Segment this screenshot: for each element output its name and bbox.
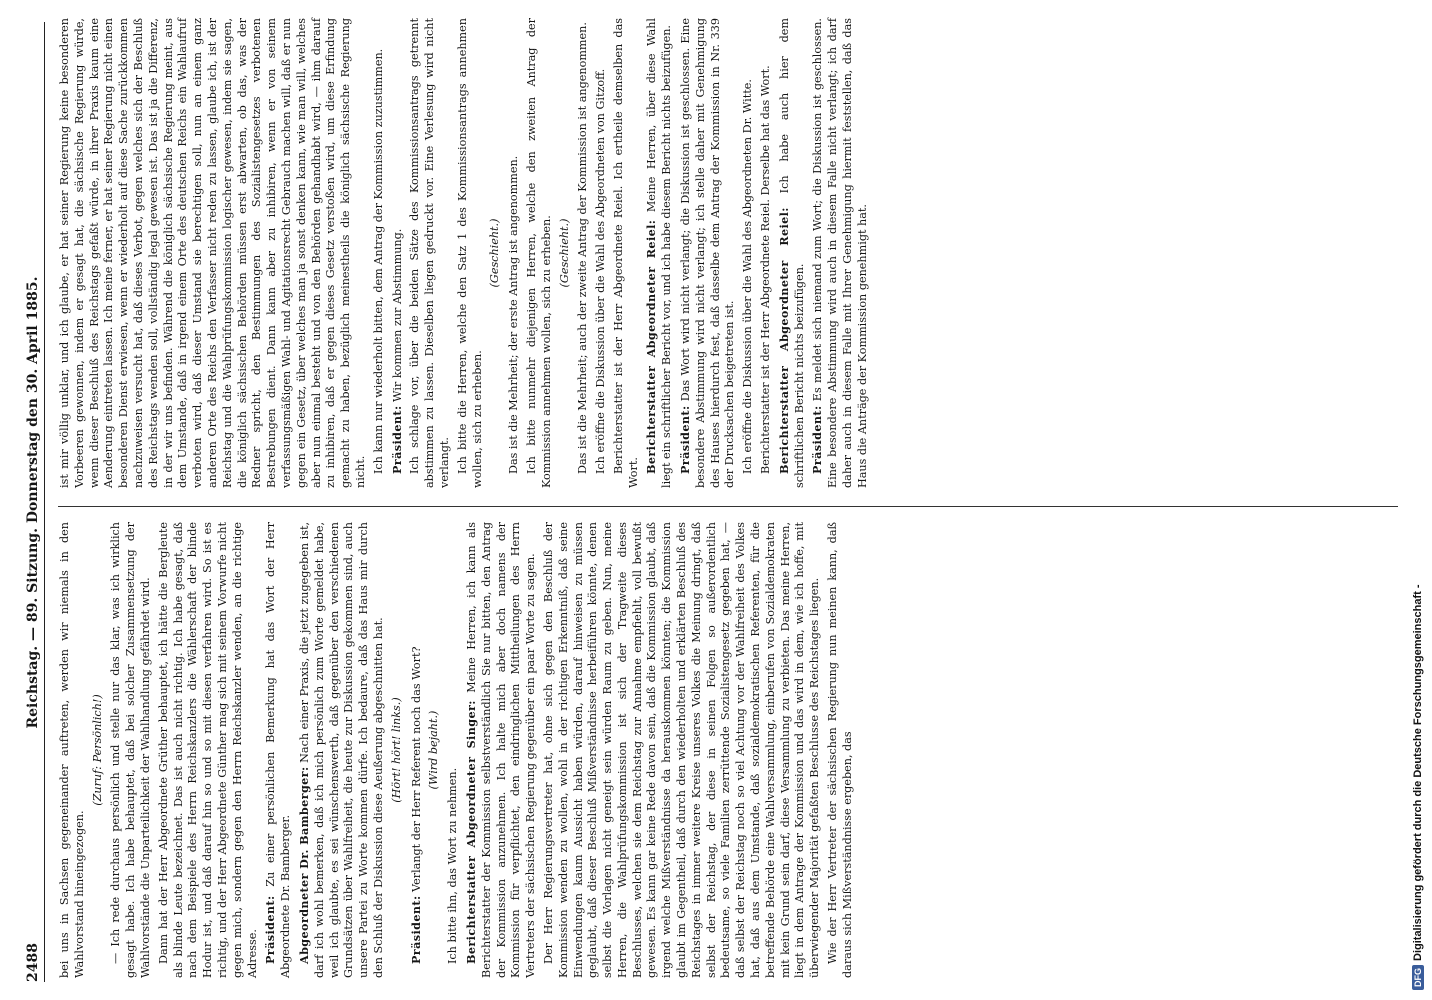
digitization-note — [1404, 0, 1432, 1000]
body-paragraph: — Ich rede durchaus persönlich und stelle nur das klar, was ich wirklich gesagt habe. Ich habe behauptet, daß bei solcher Zusammensetzung der Wahlvorstände die Unparteilichkeit der Wahlhandlung gefährdet wird. — [109, 522, 152, 978]
speech-text: Ich habe auch hier dem schriftlichen Bericht nichts beizufügen. — [777, 18, 806, 488]
column-divider — [58, 506, 1398, 507]
speaker-name: Präsident: — [408, 895, 423, 964]
speaker-name: Präsident: — [678, 405, 693, 474]
left-column — [58, 522, 859, 978]
body-paragraph: Ich bitte nunmehr diejenigen Herren, welche den zweiten Antrag der Kommission annehmen wollen, sich zu erheben. — [524, 18, 553, 488]
stage-direction: (Hört! hört! links.) — [389, 697, 403, 803]
body-paragraph: Berichterstatter ist der Herr Abgeordnete Reiel. Ich ertheile demselben das Wort. — [611, 18, 640, 488]
speaker-name: Berichterstatter Abgeordneter Singer: — [463, 700, 478, 964]
speech-text: Zu einer persönlichen Bemerkung hat das Wort der Herr Abgeordnete Dr. Bamberger. — [264, 522, 293, 978]
digitization-text: Digitalisierung gefördert durch die Deutsche Forschungsgemeinschaft - — [1412, 584, 1424, 961]
body-paragraph: Ich eröffne die Diskussion über die Wahl des Abgeordneten von Gitzoff. — [594, 68, 608, 474]
speech-text: Verlangt der Herr Referent noch das Wort? — [409, 646, 423, 892]
stage-direction: (Wird bejaht.) — [427, 710, 441, 790]
right-column — [58, 18, 874, 488]
speech-text: Meine Herren, über diese Wahl liegt ein schriftlicher Bericht vor, und ich habe diesem Bericht nichts beizufügen. — [645, 18, 674, 488]
speaker-name: Präsident: — [389, 405, 404, 474]
dfg-logo: DFG — [1412, 965, 1424, 990]
page-number: 2488 — [25, 943, 41, 982]
speaker-name: Präsident: — [810, 405, 825, 474]
speech-paragraph — [644, 18, 675, 488]
body-paragraph: Ich bitte ihn, das Wort zu nehmen. — [446, 767, 460, 964]
body-paragraph: Ich kann nur wiederholt bitten, dem Antrag der Kommission zuzustimmen. — [371, 48, 385, 474]
body-paragraph: Berichterstatter ist der Herr Abgeordnete Reiel. Derselbe hat das Wort. — [759, 65, 773, 474]
body-paragraph: Ich bitte die Herren, welche den Satz 1 des Kommissionsantrags annehmen wollen, sich zu erheben. — [455, 18, 484, 488]
body-paragraph: Ich eröffne die Diskussion über die Wahl des Abgeordneten Dr. Witte. — [741, 79, 755, 474]
speech-paragraph — [409, 522, 425, 978]
stage-direction: (Zuruf: Persönlich!) — [90, 694, 104, 806]
speech-text: Das Wort wird nicht verlangt; die Diskussion ist geschlossen. Eine besondere Abstimmung wird nicht verlangt; ich stelle daher mit Genehmigung des Hauses hierdurch fest, daß dasselbe dem Antrag der Kommission in Nr. 339 der Drucksachen beigetreten ist. — [679, 18, 737, 488]
body-paragraph: Das ist die Mehrheit; der erste Antrag ist angenommen. — [507, 155, 521, 474]
speech-text: Es meldet sich niemand zum Wort; die Diskussion ist geschlossen. Eine besondere Abstimmung wird auch in diesem Falle nicht verlangt; ich darf daher auch in diesem Falle mit Ihrer Genehmigung hiermit feststellen, daß das Haus die Anträge der Kommission genehmigt hat. — [811, 18, 869, 488]
speech-paragraph — [777, 18, 808, 488]
body-paragraph: Wie der Herr Vertreter der sächsischen Regierung nun meinen kann, daß daraus sich Mißverständnisse ergeben, das — [826, 522, 854, 978]
speech-paragraph — [810, 18, 870, 488]
stage-direction: (Geschieht.) — [488, 218, 502, 288]
body-paragraph: Dann hat der Herr Abgeordnete Grüther behauptet, ich hätte die Bergleute als blinde Leute bezeichnet. Das ist auch nicht richtig. Ich habe gesagt, daß nach dem Beispiele des Herrn Reichskanzlers die Wählerschaft der blinde Hodur ist, und daß darauf hin so und so mit diesen verfahren wird. So ist es richtig, und der Herr Abgeordnete Günther mag sich mit seinem Vorwurfe nicht gegen mich, sondern gegen den Herrn Reichskanzler wenden, an die richtige Adresse. — [156, 522, 259, 978]
speaker-name: Berichterstatter Abgeordneter Reiel: — [644, 219, 659, 474]
speech-paragraph — [678, 18, 738, 488]
speaker-name: Präsident: — [263, 895, 278, 964]
body-paragraph: Ich schlage vor, über die beiden Sätze des Kommissionsantrags getrennt abstimmen zu lassen. Dieselben liegen gedruckt vor. Eine Verlesung wird nicht verlangt. — [408, 18, 451, 488]
speech-text: Meine Herren, ich kann als Berichterstatter der Kommission selbstverständlich Sie nur bitten, den Antrag der Kommission anzunehmen. Ich halte mich aber doch namens der Kommission für verpflichtet, den eindringlichen Mittheilungen des Herrn Vertreters der sächsischen Regierung gegenüber ein paar Worte zu sagen. — [464, 521, 538, 978]
speech-paragraph — [297, 522, 387, 978]
page-header — [22, 22, 45, 982]
speech-paragraph — [390, 18, 406, 488]
stage-direction: (Geschieht.) — [557, 218, 571, 288]
speaker-name: Abgeordneter Dr. Bamberger: — [296, 766, 311, 964]
body-paragraph: Das ist die Mehrheit; auch der zweite Antrag der Kommission ist angenommen. — [576, 22, 590, 474]
page-title: Reichstag. — 89. Sitzung. Donnerstag den 30. April 1885. — [25, 276, 41, 729]
speech-paragraph — [464, 522, 539, 978]
speech-text: Wir kommen zur Abstimmung. — [390, 228, 404, 402]
speech-paragraph — [263, 522, 294, 978]
speaker-name: Berichterstatter Abgeordneter Reiel: — [776, 207, 791, 474]
speech-text: Nach einer Praxis, die jetzt zugegeben ist, darf ich wohl bemerken, daß ich mich persönlich zum Worte gemeldet habe, weil ich glaubte, es sei wünschenswerth, daß gegenüber den verschiedenen Grundsätzen über Wahlfreiheit, die heute zur Diskussion gekommen sind, auch unsere Partei zu Worte kommen dürfe. Ich bedaure, daß das Haus mir durch den Schluß der Diskussion diese Aeußerung abgeschnitten hat. — [297, 521, 385, 978]
body-paragraph: ist mir völlig unklar, und ich glaube, er hat seiner Regierung keine besonderen Vorbeeren gewonnen, indem er gesagt hat, die sächsische Regierung würde, wenn dieser Beschluß des Reichstags gefaßt würde, in ihrer Praxis kaum eine Aenderung eintreten lassen. Ich meine ferner, er hat seiner Regierung nicht einen besonderen Dienst erwiesen, wenn er wiederholt auf diese Sache zurückkommen nachzuweisen versucht hat, daß dieses Verbot, gegen welches sich der Beschluß des Reichstags wenden soll, vollständig legal gewesen ist. Das ist ja die Differenz, in der wir uns befinden. Während die königlich sächsische Regierung meint, aus dem Umstande, daß in irgend einem Orte des deutschen Reichs ein Wahlaufruf verboten wird, daß dieser Umstand sie berechtigen soll, nun an einem ganz anderen Orte des Reichs den Verfasser nicht reden zu lassen, glaube ich, ist der Reichstag und die Wahlprüfungskommission logischer gewesen, indem sie sagen, die königlich sächsischen Behörden müssen erst abwarten, ob das, was der Redner spricht, den Bestimmungen des Sozialistengesetzes verbotenen Bestrebungen dient. Dann kann aber zu inhibiren, wenn er von seinem verfassungsmäßigen Wahl- und Agitationsrecht Gebrauch machen will, daß er nun gegen ein Gesetz, über welches man ja sonst denken kann, wie man will, welches aber nun einmal besteht und von den Behörden gehandhabt wird, — ihm darauf zu inhibiren, daß er gegen dieses Gesetz verstoßen wird, um diese Erfindung gemacht zu haben, bezüglich meinestheils die königlich sächsische Regierung nicht. — [58, 18, 367, 488]
body-paragraph: Der Herr Regierungsvertreter hat, ohne sich gegen den Beschluß der Kommission wenden zu wollen, wohl in der richtigen Erkenntniß, daß seine Einwendungen kaum Aussicht haben würden, darauf hinweisen zu müssen geglaubt, daß dieser Beschluß Mißverständnisse herbeiführen könnte, denen selbst die Vorlagen nicht geneigt sein würden Raum zu geben. Nun, meine Herren, die Wahlprüfungskommission ist sich der Tragweite dieses Beschlusses, welchen sie dem Reichstag zur Annahme empfiehlt, voll bewußt gewesen. Es kann gar keine Rede davon sein, daß die Kommission glaubt, daß irgend welche Mißverständnisse da herauskommen könnten; die Kommission glaubt im Gegentheil, daß durch den wiederholten und erklärten Beschluß des Reichstages in immer weitere Kreise unseres Volkes die Meinung dringt, daß selbst der Reichstag, der diese in seinen Folgen so außerordentlich bedeutsame, so viele Familien zerrüttende Sozialistengesetz gegeben hat, — daß selbst der Reichstag noch so viel Achtung vor der Wahlfreiheit des Volkes hat, daß aus dem Umstande, daß sozialdemokratischen Referenten, für die betreffende Behörde eine Wahlversammlung, einberufen von Sozialdemokraten mit kein Grund sein darf, diese Versammlung zu verbieten. Das meine Herren, liegt in dem Antrage der Kommission und das wird in dem, wie ich hoffe, mit überwiegender Majorität gefaßten Beschlusse des Reichstages liegen. — [541, 522, 822, 978]
body-paragraph: bei uns in Sachsen gegeneinander auftreten, werden wir niemals in den Wahlvorstand hineingezogen. — [58, 522, 86, 978]
